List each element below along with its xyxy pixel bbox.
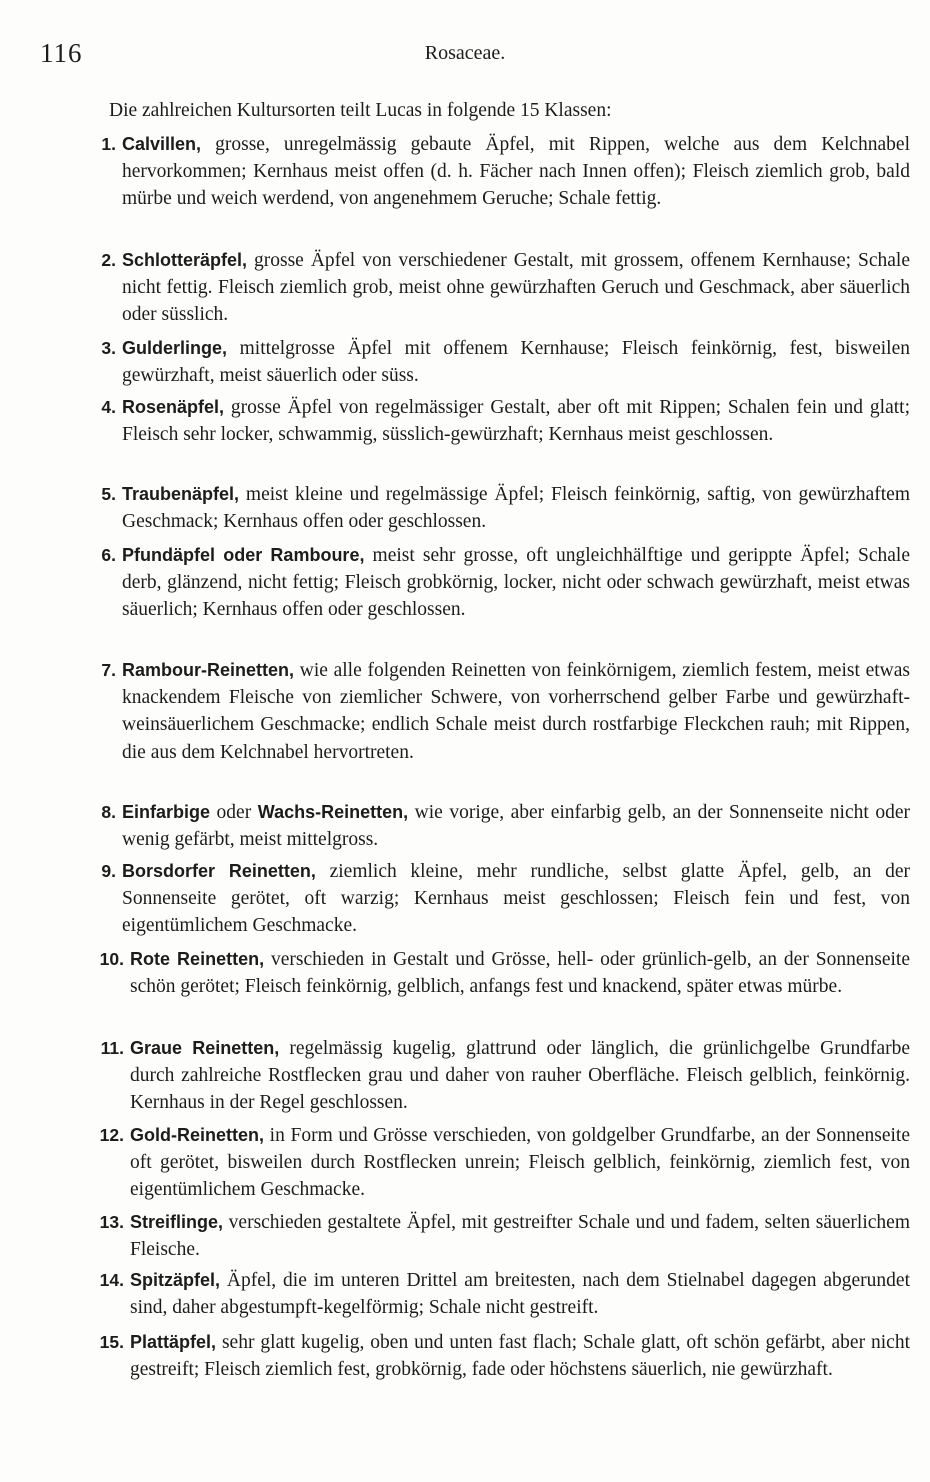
class-number: 6. [101,545,116,565]
class-description: verschieden in Gestalt und Grösse, hell- oder grünlich-gelb, an der Sonnenseite schön gerötet; Fleisch feinkörnig, gelblich, anfangs fest und knackend, später etwas mürbe. [130,949,910,998]
class-number: 2. [101,250,116,270]
class-number: 4. [101,397,116,417]
class-entry-2 [101,247,910,329]
intro-paragraph: Die zahlreichen Kultursorten teilt Lucas in folgende 15 Klassen: [109,100,612,121]
class-description: regelmässig kugelig, glattrund oder länglich, die grünlichgelbe Grundfarbe durch zahlreiche Rostflecken grau und daher von rauher Oberfläche. Fleisch gelblich, feinkörnig. Kernhaus in der Regel geschlossen. [130,1038,910,1114]
class-description: mittelgrosse Äpfel mit offenem Kernhause; Fleisch feinkörnig, fest, bisweilen gewürzhaft, meist säuerlich oder süss. [122,338,910,387]
class-name: Plattäpfel, [130,1332,217,1352]
class-entry-14 [99,1267,910,1321]
class-name: Spitzäpfel, [130,1270,221,1290]
class-entry-12 [99,1122,910,1204]
class-description: meist kleine und regelmässige Äpfel; Fleisch feinkörnig, saftig, von gewürzhaftem Geschmack; Kernhaus offen oder geschlossen. [122,484,910,533]
class-number: 8. [101,802,116,822]
class-number: 5. [101,484,116,504]
class-entry-1 [101,131,910,213]
class-name-secondary: Wachs-Reinetten, [257,802,409,822]
class-description: sehr glatt kugelig, oben und unten fast flach; Schale glatt, oft schön gefärbt, aber nicht gestreift; Fleisch ziemlich fest, grobkörnig, fade oder höchstens säuerlich, nie gewürzhaft. [130,1332,910,1381]
class-number: 14. [99,1270,124,1290]
class-description: wie alle folgenden Reinetten von feinkörnigem, ziemlich festem, meist etwas knackendem Fleische von ziemlicher Schwere, von vorherrschend gelber Farbe und gewürzhaft-weinsäuerlichem Geschmacke; endlich Schale meist durch rostfarbige Fleckchen rauh; mit Rippen, die aus dem Kelchnabel hervortreten. [122,660,910,763]
class-description: in Form und Grösse verschieden, von goldgelber Grundfarbe, an der Sonnenseite oft gerötet, bisweilen durch Rostflecken unrein; Fleisch gelblich, feinkörnig, ziemlich fest, von eigentümlichem Geschmacke. [130,1125,910,1201]
class-entry-5 [101,481,910,535]
class-description: wie vorige, aber einfarbig gelb, an der Sonnenseite nicht oder wenig gefärbt, meist mittelgross. [122,802,910,851]
class-name: Einfarbige [122,802,211,822]
class-name: Gulderlinge, [122,338,228,358]
class-number: 1. [101,134,116,154]
class-number: 7. [101,660,116,680]
class-name: Streiflinge, [130,1212,224,1232]
class-entry-8 [101,799,910,853]
class-entry-6 [101,542,910,624]
class-number: 12. [99,1125,124,1145]
class-name: Gold-Reinetten, [130,1125,264,1145]
class-name: Borsdorfer Reinetten, [122,861,316,881]
class-number: 9. [101,861,116,881]
class-number: 11. [100,1038,124,1058]
class-name: Rote Reinetten, [130,949,265,969]
class-description: grosse Äpfel von verschiedener Gestalt, mit grossem, offenem Kernhause; Schale nicht fettig. Fleisch ziemlich grob, meist ohne gewürzhaften Geruch und Geschmack, aber säuerlich oder süsslich. [122,250,910,326]
class-name: Rosenäpfel, [122,397,225,417]
class-entry-9 [101,858,910,940]
class-name-connector: oder [210,802,258,823]
class-number: 10. [99,949,124,969]
class-name: Graue Reinetten, [130,1038,280,1058]
page-number: 116 [40,38,83,68]
class-number: 15. [99,1332,124,1352]
class-entry-13 [99,1209,910,1263]
class-entry-10 [99,946,910,1000]
class-name: Schlotteräpfel, [122,250,248,270]
class-description: meist sehr grosse, oft ungleichhälftige und gerippte Äpfel; Schale derb, glänzend, nicht fettig; Fleisch grobkörnig, locker, nicht oder schwach gewürzhaft, meist etwas säuerlich; Kernhaus offen oder geschlossen. [122,545,910,621]
class-name: Traubenäpfel, [122,484,240,504]
class-description: verschieden gestaltete Äpfel, mit gestreifter Schale und und fadem, selten säuerlichem Fleische. [130,1212,910,1261]
class-description: ziemlich kleine, mehr rundliche, selbst glatte Äpfel, gelb, an der Sonnenseite gerötet, oft warzig; Kernhaus meist geschlossen; Fleisch fein und fest, von eigentümlichem Geschmacke. [122,861,910,937]
class-entry-4 [101,394,910,448]
class-description: grosse Äpfel von regelmässiger Gestalt, aber oft mit Rippen; Schalen fein und glatt; Fleisch sehr locker, schwammig, süsslich-gewürzhaft; Kernhaus meist geschlossen. [122,397,910,446]
class-name: Rambour-Reinetten, [122,660,295,680]
class-number: 3. [101,338,116,358]
class-entry-3 [101,335,910,389]
class-entry-11 [100,1035,910,1117]
class-name: Calvillen, [122,134,202,154]
class-entry-7 [101,657,910,766]
class-description: Äpfel, die im unteren Drittel am breitesten, nach dem Stielnabel dagegen abgerundet sind, daher abgestumpft-kegelförmig; Schale nicht gestreift. [130,1270,910,1319]
class-number: 13. [99,1212,124,1232]
class-name: Pfundäpfel oder Ramboure, [122,545,365,565]
class-entry-15 [99,1329,910,1383]
class-description: grosse, unregelmässig gebaute Äpfel, mit Rippen, welche aus dem Kelchnabel hervorkommen; Kernhaus meist offen (d. h. Fächer nach Innen offen); Fleisch ziemlich grob, bald mürbe und weich werdend, von angenehmem Geruche; Schale fettig. [122,134,910,210]
running-head: Rosaceae. [424,42,506,64]
